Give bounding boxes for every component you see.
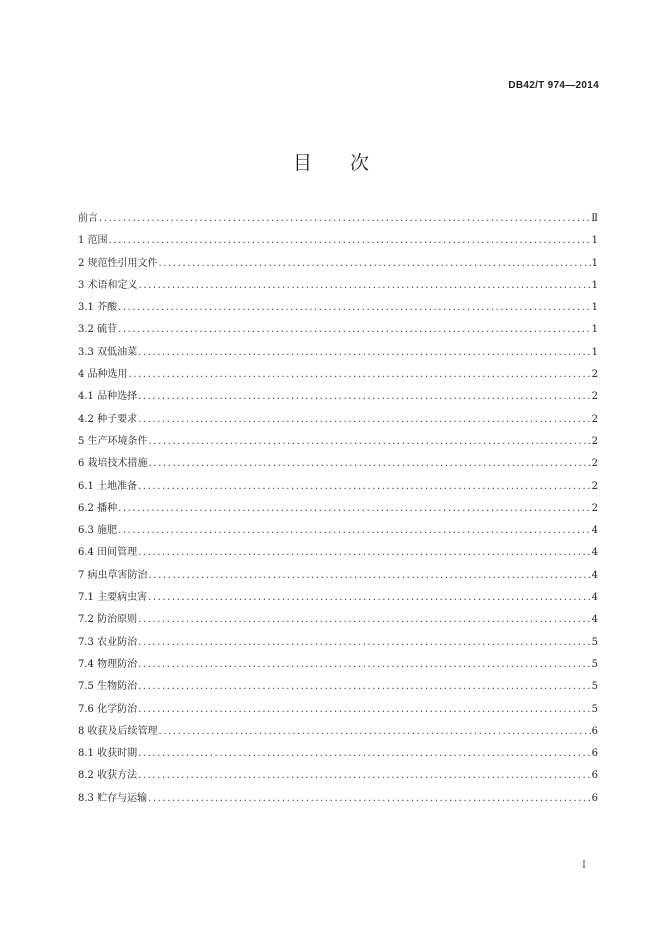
toc-dot-leader (138, 765, 591, 787)
toc-entry-label: 3.2 硫苷 (78, 324, 118, 336)
toc-dot-leader (138, 699, 591, 721)
toc-entry[interactable] (78, 409, 598, 431)
toc-entry-page: 5 (591, 681, 598, 693)
toc-dot-leader (118, 297, 591, 319)
toc-dot-leader (99, 208, 590, 230)
toc-entry-page: 6 (591, 748, 598, 760)
toc-dot-leader (138, 632, 591, 654)
toc-entry-page: 4 (591, 547, 598, 559)
toc-entry-label: 4.1 品种选择 (78, 391, 138, 403)
toc-entry[interactable] (78, 498, 598, 520)
toc-entry[interactable] (78, 297, 598, 319)
toc-entry-label: 5 生产环境条件 (78, 435, 148, 447)
toc-entry[interactable] (78, 721, 598, 743)
toc-entry-page: 1 (591, 235, 598, 247)
toc-entry-label: 6 栽培技术措施 (78, 458, 148, 470)
toc-entry[interactable] (78, 253, 598, 275)
toc-entry-label: 7.6 化学防治 (78, 703, 138, 715)
toc-dot-leader (138, 654, 591, 676)
toc-entry[interactable] (78, 386, 598, 408)
toc-entry[interactable] (78, 699, 598, 721)
toc-entry-page: 4 (591, 525, 598, 537)
toc-entry[interactable] (78, 788, 598, 810)
document-code: DB42/T 974—2014 (508, 80, 599, 91)
toc-entry-page: 2 (591, 480, 598, 492)
toc-entry-page: 5 (591, 703, 598, 715)
toc-entry-label: 6.1 土地准备 (78, 480, 138, 492)
toc-entry-label: 前言 (78, 213, 98, 224)
toc-entry-page: 5 (591, 658, 598, 670)
toc-entry-page: 5 (591, 636, 598, 648)
toc-entry-label: 8.1 收获时期 (78, 748, 138, 760)
toc-dot-leader (138, 676, 591, 698)
toc-dot-leader (149, 431, 591, 453)
toc-entry-page: 2 (591, 502, 598, 514)
toc-entry[interactable] (78, 632, 598, 654)
toc-entry-page: 2 (591, 413, 598, 425)
toc-entry-page: 4 (591, 592, 598, 604)
toc-dot-leader (138, 542, 591, 564)
toc-entry-page: Ⅱ (591, 213, 598, 224)
toc-entry[interactable] (78, 453, 598, 475)
toc-entry[interactable] (78, 542, 598, 564)
toc-entry[interactable] (78, 319, 598, 341)
toc-entry-label: 7.4 物理防治 (78, 658, 138, 670)
toc-entry-label: 6.4 田间管理 (78, 547, 138, 559)
toc-dot-leader (138, 476, 591, 498)
toc-entry-page: 4 (591, 614, 598, 626)
toc-entry-page: 1 (591, 302, 598, 314)
toc-dot-leader (159, 253, 591, 275)
toc-dot-leader (138, 409, 591, 431)
toc-dot-leader (148, 587, 591, 609)
toc-entry-page: 1 (591, 279, 598, 291)
toc-dot-leader (149, 565, 591, 587)
toc-dot-leader (109, 230, 591, 252)
toc-entry[interactable] (78, 765, 598, 787)
page-title: 目 次 (292, 152, 386, 174)
toc-dot-leader (138, 386, 591, 408)
toc-entry[interactable] (78, 342, 598, 364)
toc-entry[interactable] (78, 676, 598, 698)
toc-entry-label: 3.3 双低油菜 (78, 346, 138, 358)
toc-entry[interactable] (78, 520, 598, 542)
toc-entry[interactable] (78, 364, 598, 386)
toc-entry[interactable] (78, 565, 598, 587)
toc-entry[interactable] (78, 275, 598, 297)
toc-entry-label: 7 病虫草害防治 (78, 569, 148, 581)
toc-dot-leader (149, 453, 591, 475)
toc-entry-page: 6 (591, 725, 598, 737)
toc-entry-page: 6 (591, 792, 598, 804)
toc-dot-leader (138, 342, 591, 364)
toc-dot-leader (118, 319, 591, 341)
toc-dot-leader (118, 520, 591, 542)
toc-entry-label: 1 范围 (78, 235, 108, 247)
toc-entry-page: 1 (591, 257, 598, 269)
toc-entry[interactable] (78, 743, 598, 765)
toc-entry-label: 7.1 主要病虫害 (78, 592, 148, 604)
toc-dot-leader (138, 743, 591, 765)
toc-entry-label: 7.3 农业防治 (78, 636, 138, 648)
toc-entry[interactable] (78, 476, 598, 498)
page-number: I (582, 860, 586, 871)
toc-entry-label: 2 规范性引用文件 (78, 257, 158, 269)
toc-entry-page: 2 (591, 435, 598, 447)
toc-entry[interactable] (78, 609, 598, 631)
toc-entry-page: 1 (591, 324, 598, 336)
toc-entry-label: 4.2 种子要求 (78, 413, 138, 425)
toc-entry-label: 7.5 生物防治 (78, 681, 138, 693)
toc-entry[interactable] (78, 431, 598, 453)
toc-entry[interactable] (78, 208, 598, 230)
toc-entry-page: 1 (591, 346, 598, 358)
toc-entry-page: 6 (591, 770, 598, 782)
toc-entry[interactable] (78, 654, 598, 676)
table-of-contents (78, 208, 598, 810)
toc-entry-label: 8.2 收获方法 (78, 770, 138, 782)
toc-entry[interactable] (78, 587, 598, 609)
toc-entry-label: 6.2 播种 (78, 502, 118, 514)
toc-dot-leader (138, 609, 591, 631)
toc-entry-label: 4 品种选用 (78, 369, 128, 381)
toc-dot-leader (139, 275, 591, 297)
toc-entry[interactable] (78, 230, 598, 252)
toc-entry-label: 3.1 芥酸 (78, 302, 118, 314)
toc-entry-label: 6.3 施肥 (78, 525, 118, 537)
toc-entry-label: 7.2 防治原则 (78, 614, 138, 626)
toc-entry-page: 2 (591, 458, 598, 470)
toc-dot-leader (148, 788, 591, 810)
toc-entry-page: 4 (591, 569, 598, 581)
toc-entry-label: 3 术语和定义 (78, 279, 138, 291)
toc-entry-page: 2 (591, 391, 598, 403)
toc-dot-leader (129, 364, 591, 386)
toc-entry-page: 2 (591, 369, 598, 381)
toc-dot-leader (159, 721, 591, 743)
toc-entry-label: 8.3 贮存与运输 (78, 792, 148, 804)
toc-dot-leader (118, 498, 591, 520)
toc-entry-label: 8 收获及后续管理 (78, 725, 158, 737)
